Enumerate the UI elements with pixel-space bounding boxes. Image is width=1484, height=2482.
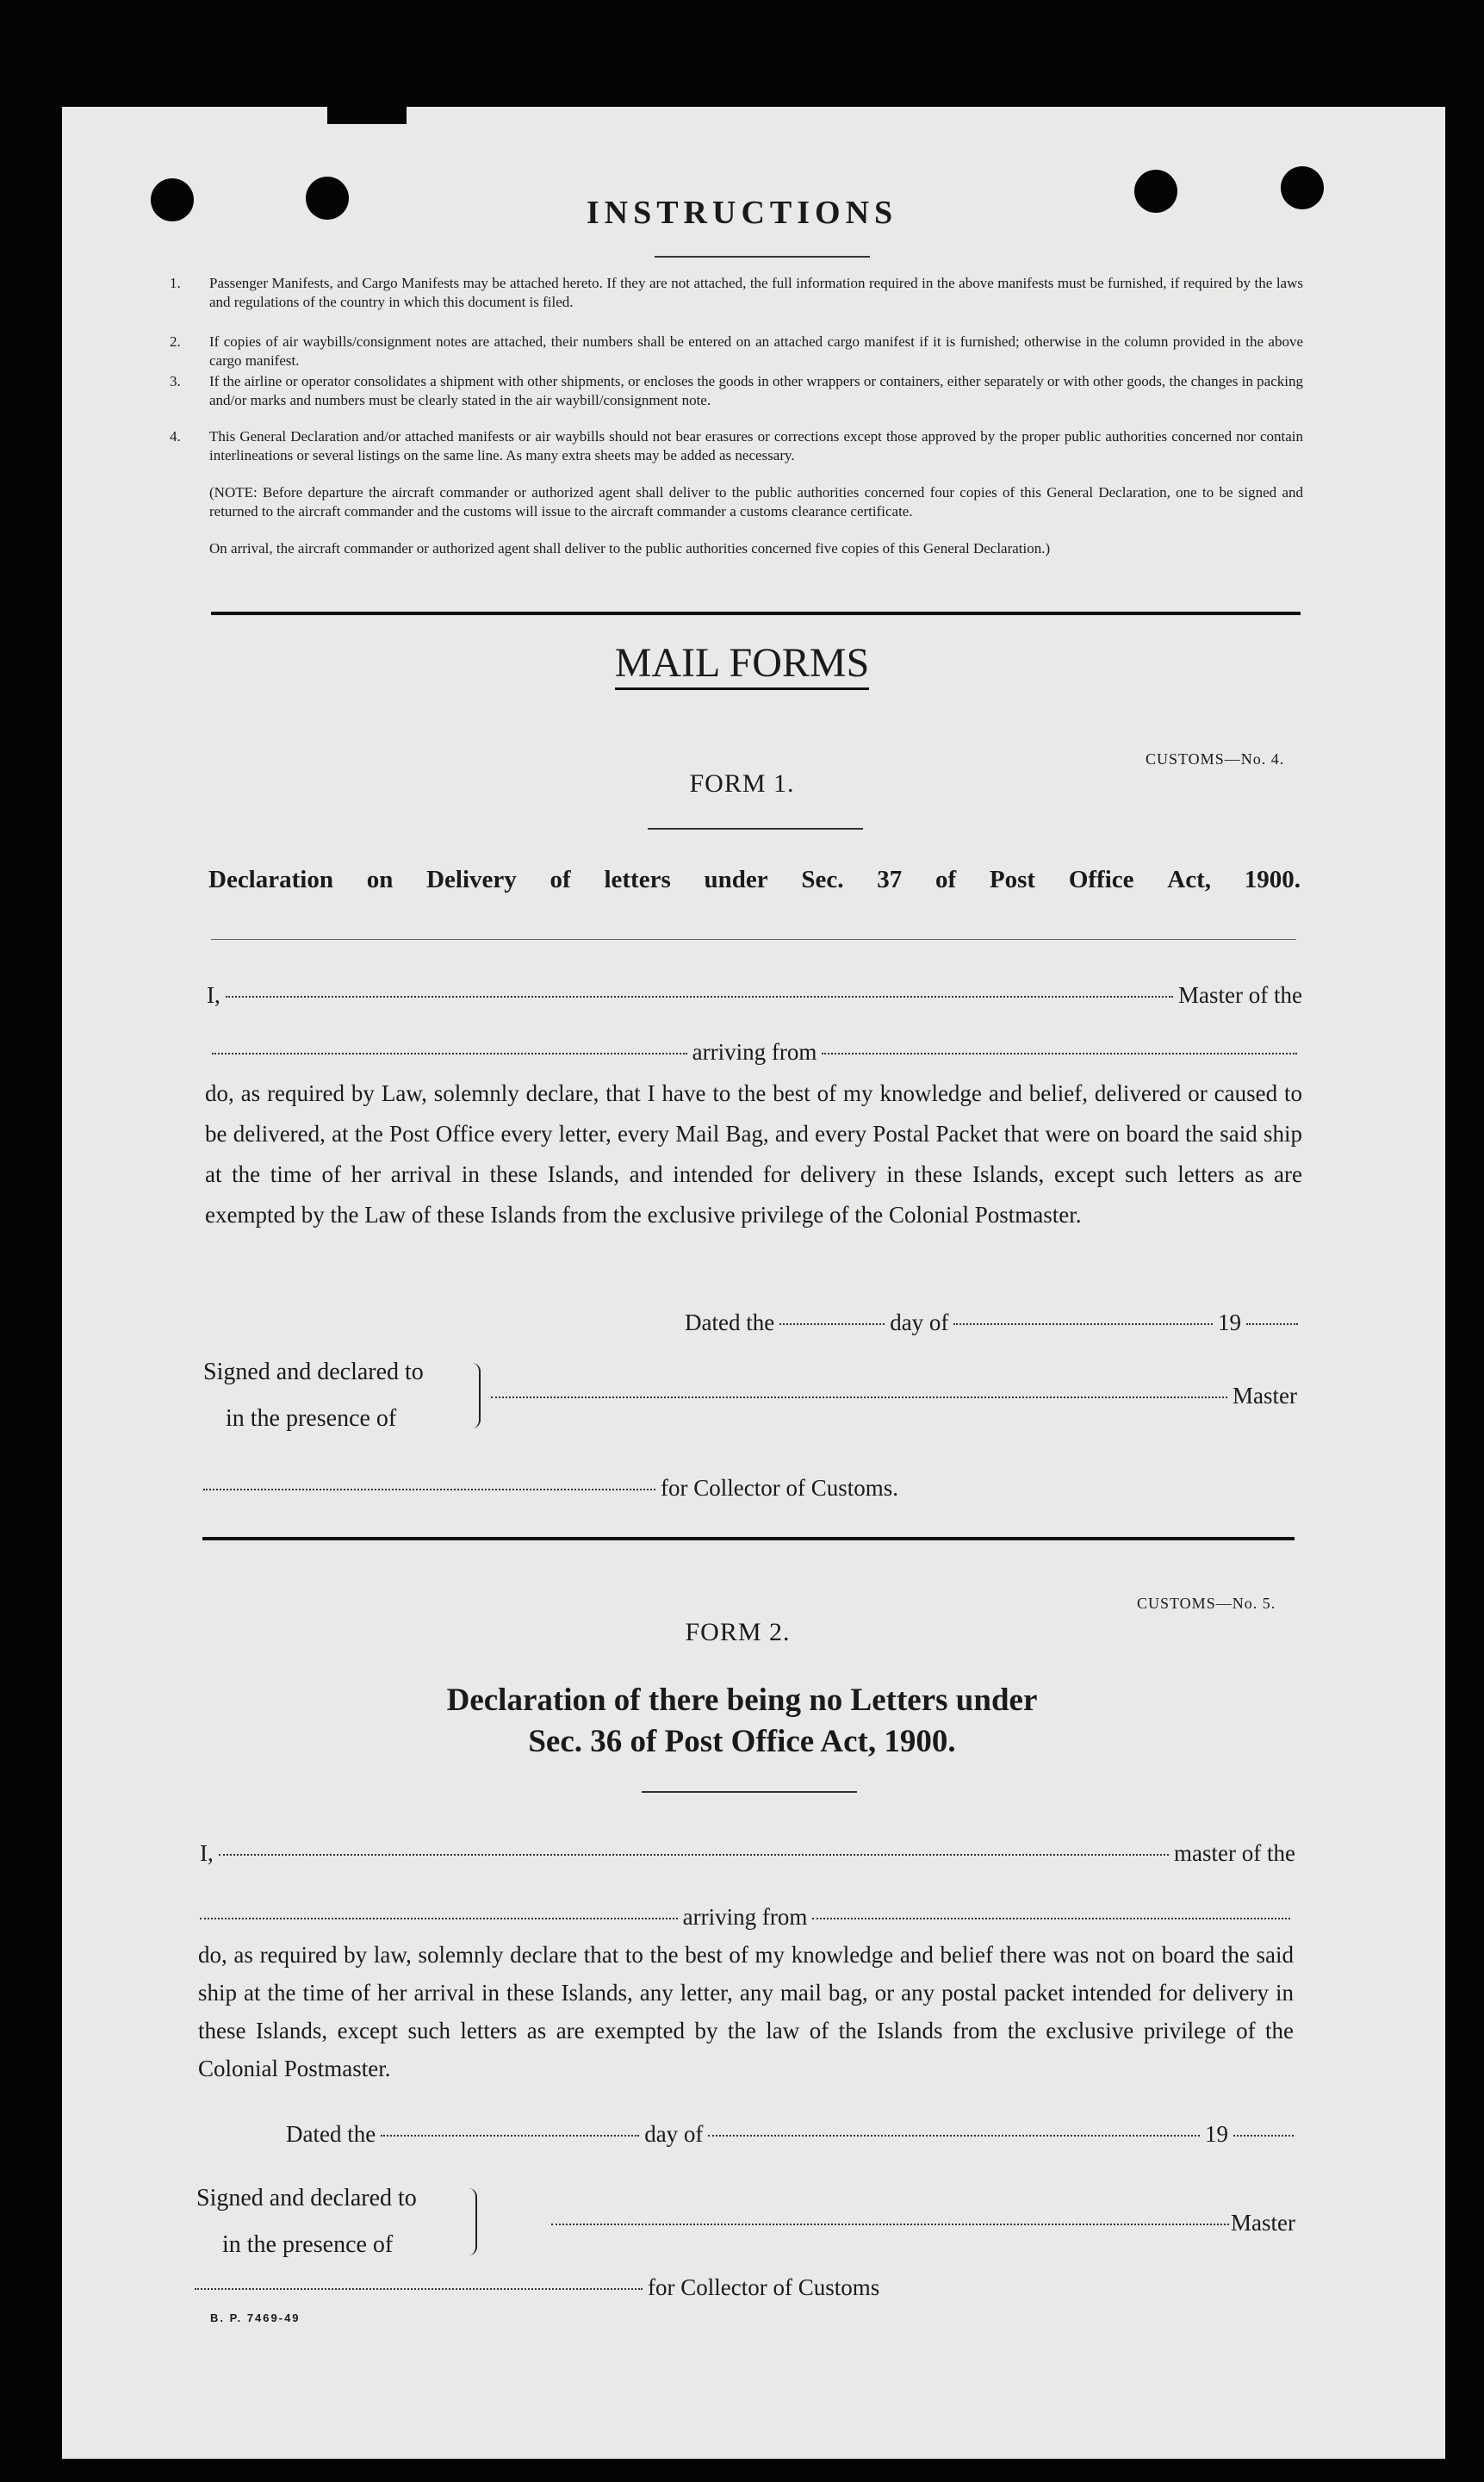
declaration-word: on: [366, 866, 394, 893]
signed-label: Signed and declared to: [203, 1359, 424, 1385]
instruction-text: If copies of air waybills/consignment notes are attached, their numbers shall be entered on an attached cargo manifest if it is furnished; otherwise in the column provided in the above cargo manifest.: [209, 333, 1303, 369]
instruction-item: [170, 427, 1303, 465]
form-1-ship-line: [207, 1039, 1302, 1066]
form-1-title: FORM 1.: [689, 769, 795, 798]
form-1-dated-line: [685, 1309, 1298, 1336]
mail-forms-title-text: MAIL FORMS: [615, 640, 870, 690]
instruction-text: This General Declaration and/or attached manifests or air waybills should not bear erasures or corrections except those approved by the proper public authorities concerned nor contain interlineations or several listings on the same line. As many extra sheets may be added as necessary.: [209, 428, 1303, 463]
arriving-from-field[interactable]: [822, 1053, 1297, 1054]
declaration-word: Post: [989, 866, 1036, 893]
brace-icon: [470, 1363, 481, 1428]
year-field[interactable]: [1246, 1323, 1298, 1325]
form-2-ship-line: [200, 1904, 1295, 1931]
instruction-number: 3.: [170, 373, 181, 389]
form-1-declaration-heading: [208, 866, 1301, 894]
instruction-number: 1.: [170, 275, 181, 291]
instruction-item: [170, 372, 1303, 410]
date-field[interactable]: [381, 2135, 639, 2137]
ship-name-field[interactable]: [212, 1053, 687, 1054]
declaration-line: Sec. 36 of Post Office Act, 1900.: [528, 1724, 956, 1759]
instruction-text: If the airline or operator consolidates a shipment with other shipments, or encloses the goods in other wrappers or containers, either separately or with other goods, the changes in packing and/or marks and numbers must be clearly stated in the air waybill/consignment note.: [209, 373, 1303, 408]
section-divider: [211, 612, 1301, 615]
note-text: [209, 483, 1303, 521]
year-field[interactable]: [1233, 2135, 1294, 2137]
customs-number: CUSTOMS—No. 5.: [1137, 1595, 1276, 1612]
form-2-title: FORM 2.: [685, 1618, 791, 1646]
line-label: I,: [207, 982, 220, 1008]
declaration-word: Act,: [1167, 866, 1211, 893]
instruction-item: [170, 333, 1303, 370]
form-1-master-line: [207, 982, 1302, 1009]
line-label: Dated the: [286, 2121, 376, 2147]
note-arrival: On arrival, the aircraft commander or authorized agent shall deliver to the public authorities concerned five copies of this General Declaration.): [209, 540, 1051, 557]
instructions-title: INSTRUCTIONS: [586, 195, 898, 231]
instruction-number: 2.: [170, 333, 181, 350]
presence-label: in the presence of: [226, 1405, 397, 1432]
signature-field[interactable]: [551, 2224, 1229, 2225]
form-2-collector-line: [195, 2274, 970, 2301]
printer-code: B. P. 7469-49: [210, 2311, 301, 2324]
declaration-word: 1900.: [1244, 866, 1301, 893]
collector-field[interactable]: [203, 1489, 655, 1490]
arriving-from-field[interactable]: [812, 1918, 1290, 1919]
note-departure: (NOTE: Before departure the aircraft commander or authorized agent shall deliver to the public authorities concerned four copies of this General Declaration, one to be signed and returned to the aircraft commander and the customs will issue to the aircraft commander a customs clearance certificate.: [209, 484, 1303, 519]
form-title-underline: [642, 1791, 857, 1793]
declaration-word: Delivery: [426, 866, 517, 893]
line-label: arriving from: [682, 1904, 808, 1930]
binding-tab: [327, 105, 407, 124]
instruction-item: [170, 274, 1303, 312]
line-label: Dated the: [685, 1309, 775, 1335]
line-label: master of the: [1174, 1840, 1295, 1866]
master-name-field[interactable]: [226, 996, 1173, 998]
form-title-underline: [648, 828, 863, 830]
customs-number: CUSTOMS—No. 4.: [1146, 750, 1285, 768]
form-1-collector-line: [203, 1475, 978, 1502]
declaration-word: Office: [1068, 866, 1134, 893]
line-label: for Collector of Customs: [648, 2274, 880, 2300]
collector-field[interactable]: [195, 2288, 643, 2290]
line-label: 19: [1218, 1309, 1241, 1335]
declaration-word: letters: [604, 866, 671, 893]
form-2-dated-line: [286, 2121, 1294, 2148]
line-label: I,: [200, 1840, 214, 1866]
line-label: arriving from: [692, 1039, 817, 1065]
line-label: Master of the: [1178, 982, 1302, 1008]
title-underline: [655, 256, 870, 258]
month-field[interactable]: [953, 1323, 1213, 1325]
line-label: day of: [644, 2121, 704, 2147]
declaration-rule: [211, 939, 1296, 940]
declaration-word: 37: [877, 866, 903, 893]
form-2-body: do, as required by law, solemnly declare that to the best of my knowledge and belief there was not on board the said ship at the time of her arrival in these Islands, any letter, any mail bag, or any postal packet intended for delivery in these Islands, except such letters as are exempted by the law of the Islands from the exclusive privilege of the Colonial Postmaster.: [198, 1942, 1294, 2081]
declaration-word: of: [550, 866, 571, 893]
form-1-body: do, as required by Law, solemnly declare, that I have to the best of my knowledge and belief, delivered or caused to be delivered, at the Post Office every letter, every Mail Bag, and every Postal Packet that were on board the said ship at the time of her arrival in these Islands, and intended for delivery in these Islands, except such letters as are exempted by the Law of these Islands from the exclusive privilege of the Colonial Postmaster.: [205, 1080, 1302, 1228]
form-2-signature-line: [551, 2210, 1295, 2236]
section-divider: [202, 1537, 1295, 1540]
declaration-word: Declaration: [208, 866, 333, 893]
mail-forms-title: [0, 639, 1484, 687]
instruction-number: 4.: [170, 428, 181, 445]
date-field[interactable]: [779, 1323, 885, 1325]
brace-icon: [467, 2188, 477, 2255]
month-field[interactable]: [708, 2135, 1200, 2137]
declaration-line: Declaration of there being no Letters under: [446, 1683, 1038, 1718]
instruction-text: Passenger Manifests, and Cargo Manifests may be attached hereto. If they are not attached, the full information required in the above manifests must be furnished, if required by the laws and regulations of the country in which this document is filed.: [209, 275, 1303, 310]
form-1-signature-line: [491, 1383, 1297, 1409]
form-2-declaration-heading: [0, 1680, 1484, 1763]
line-label: Master: [1231, 2210, 1295, 2236]
signed-label: Signed and declared to: [196, 2185, 417, 2211]
line-label: Master: [1233, 1383, 1297, 1409]
declaration-word: Sec.: [801, 866, 844, 893]
declaration-word: under: [704, 866, 768, 893]
declaration-word: of: [935, 866, 957, 893]
ship-name-field[interactable]: [200, 1918, 678, 1919]
line-label: day of: [890, 1309, 949, 1335]
line-label: for Collector of Customs.: [661, 1475, 898, 1501]
form-2-master-line: [200, 1840, 1295, 1867]
line-label: 19: [1205, 2121, 1228, 2147]
presence-label: in the presence of: [222, 2231, 394, 2258]
master-name-field[interactable]: [219, 1854, 1169, 1856]
signature-field[interactable]: [491, 1397, 1227, 1398]
